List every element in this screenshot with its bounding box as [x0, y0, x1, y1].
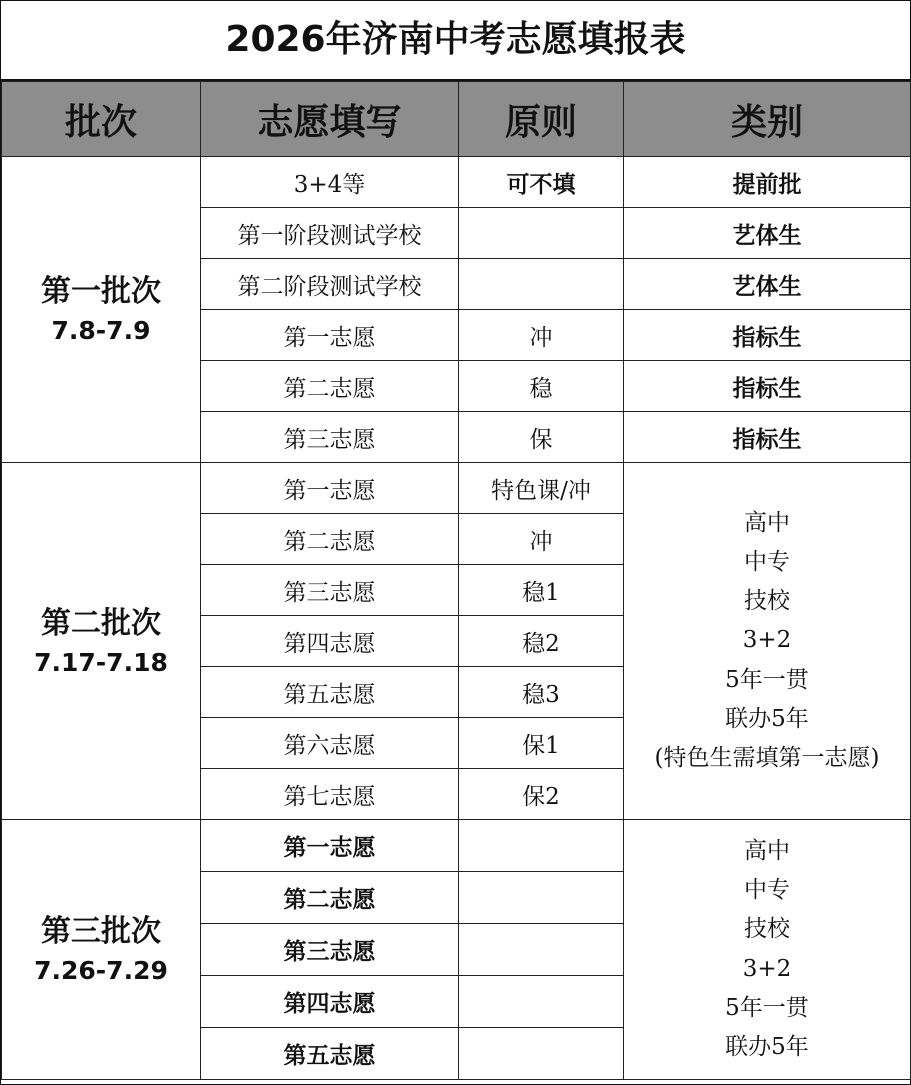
category-cell: 艺体生 — [624, 259, 911, 310]
batch-1-cell — [2, 157, 201, 463]
choice-cell: 3+4等 — [201, 157, 459, 208]
choice-cell: 第六志愿 — [201, 718, 459, 769]
category-item: 5年一贯 — [725, 666, 809, 693]
category-item: 3+2 — [742, 955, 792, 982]
batch-2-categories — [624, 463, 911, 820]
choice-cell: 第三志愿 — [201, 565, 459, 616]
category-item: 中专 — [744, 877, 790, 904]
principle-cell: 保 — [459, 412, 624, 463]
principle-cell — [459, 1028, 624, 1080]
principle-cell — [459, 208, 624, 259]
choice-cell: 第一阶段测试学校 — [201, 208, 459, 259]
choice-cell: 第二志愿 — [201, 872, 459, 924]
category-item: 中专 — [744, 549, 790, 576]
table-row — [2, 157, 911, 208]
principle-cell: 冲 — [459, 514, 624, 565]
category-item: 技校 — [744, 588, 790, 615]
principle-cell: 冲 — [459, 310, 624, 361]
choice-cell: 第五志愿 — [201, 1028, 459, 1080]
principle-cell: 保1 — [459, 718, 624, 769]
choice-cell: 第三志愿 — [201, 412, 459, 463]
category-item: 技校 — [744, 916, 790, 943]
batch-1-dates: 7.8-7.9 — [51, 316, 151, 345]
principle-cell — [459, 924, 624, 976]
principle-cell: 稳3 — [459, 667, 624, 718]
principle-cell: 特色课/冲 — [459, 463, 624, 514]
batch-2-name: 第二批次 — [41, 605, 161, 641]
category-item: 联办5年 — [725, 705, 809, 732]
category-cell: 指标生 — [624, 310, 911, 361]
header-principle: 原则 — [459, 82, 624, 157]
category-cell: 提前批 — [624, 157, 911, 208]
batch-3-dates: 7.26-7.29 — [34, 956, 168, 985]
category-cell: 指标生 — [624, 361, 911, 412]
category-item: 3+2 — [742, 627, 792, 654]
principle-cell: 稳 — [459, 361, 624, 412]
category-cell: 指标生 — [624, 412, 911, 463]
header-row — [2, 82, 911, 157]
choice-cell: 第一志愿 — [201, 820, 459, 872]
batch-1-name: 第一批次 — [41, 274, 161, 309]
choice-cell: 第二志愿 — [201, 361, 459, 412]
category-note: (特色生需填第一志愿) — [654, 744, 880, 771]
category-item: 高中 — [744, 838, 790, 865]
header-category: 类别 — [624, 82, 911, 157]
choice-cell: 第三志愿 — [201, 924, 459, 976]
category-item: 高中 — [744, 510, 790, 537]
table-row — [2, 820, 911, 872]
principle-cell: 保2 — [459, 769, 624, 820]
page-title: 2026年济南中考志愿填报表 — [1, 1, 910, 81]
header-batch: 批次 — [2, 82, 201, 157]
choice-cell: 第七志愿 — [201, 769, 459, 820]
choice-cell: 第一志愿 — [201, 310, 459, 361]
category-item: 5年一贯 — [725, 994, 809, 1021]
principle-cell: 稳2 — [459, 616, 624, 667]
batch-2-cell — [2, 463, 201, 820]
principle-cell: 可不填 — [459, 157, 624, 208]
batch-3-cell — [2, 820, 201, 1080]
choice-cell: 第四志愿 — [201, 616, 459, 667]
table-row — [2, 463, 911, 514]
header-choice: 志愿填写 — [201, 82, 459, 157]
principle-cell — [459, 976, 624, 1028]
choice-cell: 第五志愿 — [201, 667, 459, 718]
choice-cell: 第一志愿 — [201, 463, 459, 514]
category-cell: 艺体生 — [624, 208, 911, 259]
principle-cell: 稳1 — [459, 565, 624, 616]
batch-2-dates: 7.17-7.18 — [34, 647, 168, 677]
principle-cell — [459, 872, 624, 924]
principle-cell — [459, 259, 624, 310]
category-item: 联办5年 — [725, 1033, 809, 1060]
application-table — [1, 81, 911, 1080]
choice-cell: 第二志愿 — [201, 514, 459, 565]
choice-cell: 第四志愿 — [201, 976, 459, 1028]
batch-3-categories — [624, 820, 911, 1080]
batch-3-name: 第三批次 — [41, 914, 161, 949]
principle-cell — [459, 820, 624, 872]
choice-cell: 第二阶段测试学校 — [201, 259, 459, 310]
